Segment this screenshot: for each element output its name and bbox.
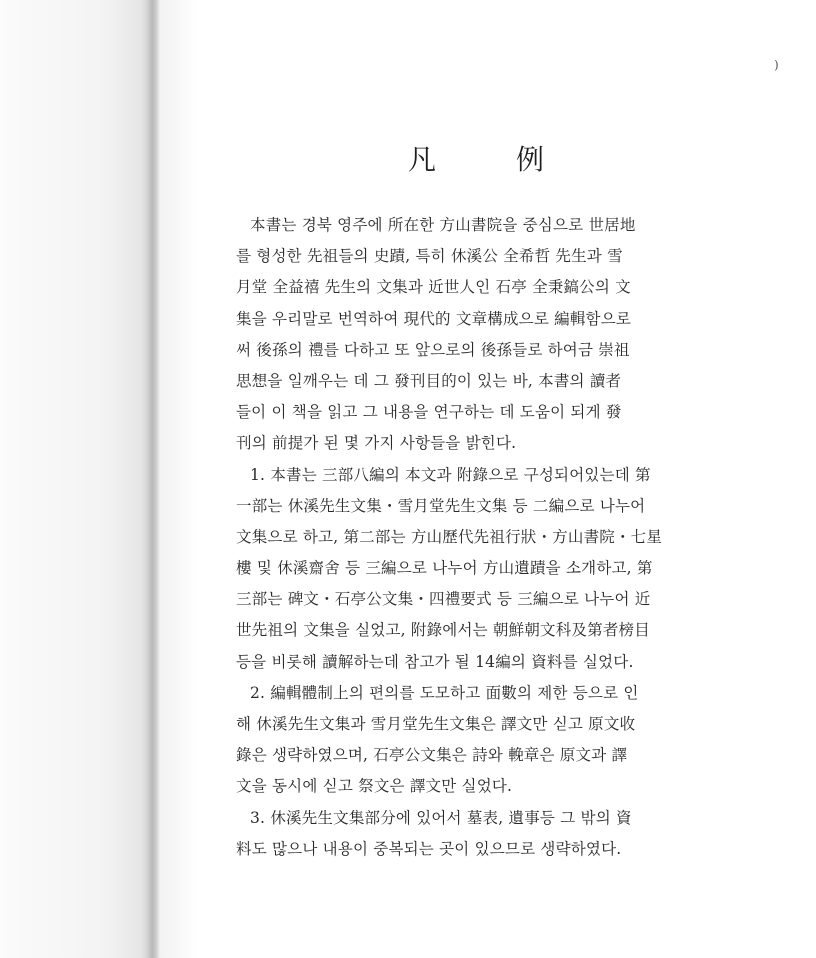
page-corner-mark: )	[774, 58, 779, 72]
paragraph-item-1	[236, 460, 706, 678]
book-gutter	[146, 0, 160, 958]
text-line: 本書는 경북 영주에 所在한 方山書院을 중심으로 世居地	[250, 216, 636, 234]
text-line: 月堂 全益禧 先生의 文集과 近世人인 石亭 全秉鎬公의 文	[236, 278, 631, 297]
paragraph-intro	[236, 210, 706, 460]
text-line: 해 休溪先生文集과 雪月堂先生文集은 譯文만 싣고 原文收	[236, 715, 636, 733]
text-line: 를 형성한 先祖들의 史蹟, 특히 休溪公 全希哲 先生과 雪	[236, 247, 623, 266]
text-line: 料도 많으나 내용이 중복되는 곳이 있으므로 생략하였다.	[236, 839, 622, 858]
text-line: 2. 編輯體制上의 편의를 도모하고 面數의 제한 등으로 인	[250, 683, 639, 702]
paragraph-item-2	[236, 678, 706, 803]
text-line: 3. 休溪先生文集部分에 있어서 墓表, 遺事등 그 밖의 資	[250, 808, 632, 827]
text-line: 錄은 생략하였으며, 石亭公文集은 詩와 輓章은 原文과 譯	[236, 746, 628, 765]
text-line: 들이 이 책을 읽고 그 내용을 연구하는 데 도움이 되게 發	[236, 403, 622, 422]
title-char-1: 凡	[407, 143, 436, 176]
left-page	[0, 0, 152, 958]
title-char-2: 例	[516, 143, 545, 176]
text-line: 集을 우리말로 번역하여 現代的 文章構成으로 編輯함으로	[236, 309, 632, 328]
text-line: 등을 비롯해 讀解하는데 참고가 될 14編의 資料를 실었다.	[236, 652, 634, 671]
text-line: 1. 本書는 三部八編의 本文과 附錄으로 구성되어있는데 第	[250, 465, 651, 484]
text-line: 써 後孫의 禮를 다하고 또 앞으로의 後孫들로 하여금 崇祖	[236, 340, 630, 359]
text-line: 文을 동시에 싣고 祭文은 譯文만 실었다.	[236, 777, 513, 796]
text-line: 樓 및 休溪齋舍 등 三編으로 나누어 方山遺蹟을 소개하고, 第	[236, 559, 653, 578]
text-line: 文集으로 하고, 第二部는 方山歷代先祖行狀・方山書院・七星	[236, 527, 663, 546]
text-line: 刊의 前提가 된 몇 가지 사항들을 밝힌다.	[236, 434, 517, 453]
page-title	[236, 142, 716, 178]
text-line: 世先祖의 文集을 실었고, 附錄에서는 朝鮮朝文科及第者榜目	[236, 621, 650, 640]
body-text	[236, 210, 706, 865]
text-line: 一部는 休溪先生文集・雪月堂先生文集 등 二編으로 나누어	[236, 496, 646, 515]
paragraph-item-3	[236, 803, 706, 865]
text-line: 思想을 일깨우는 데 그 發刊目的이 있는 바, 本書의 讀者	[236, 371, 622, 390]
text-line: 三部는 碑文・石亭公文集・四禮要式 등 三編으로 나누어 近	[236, 590, 651, 609]
